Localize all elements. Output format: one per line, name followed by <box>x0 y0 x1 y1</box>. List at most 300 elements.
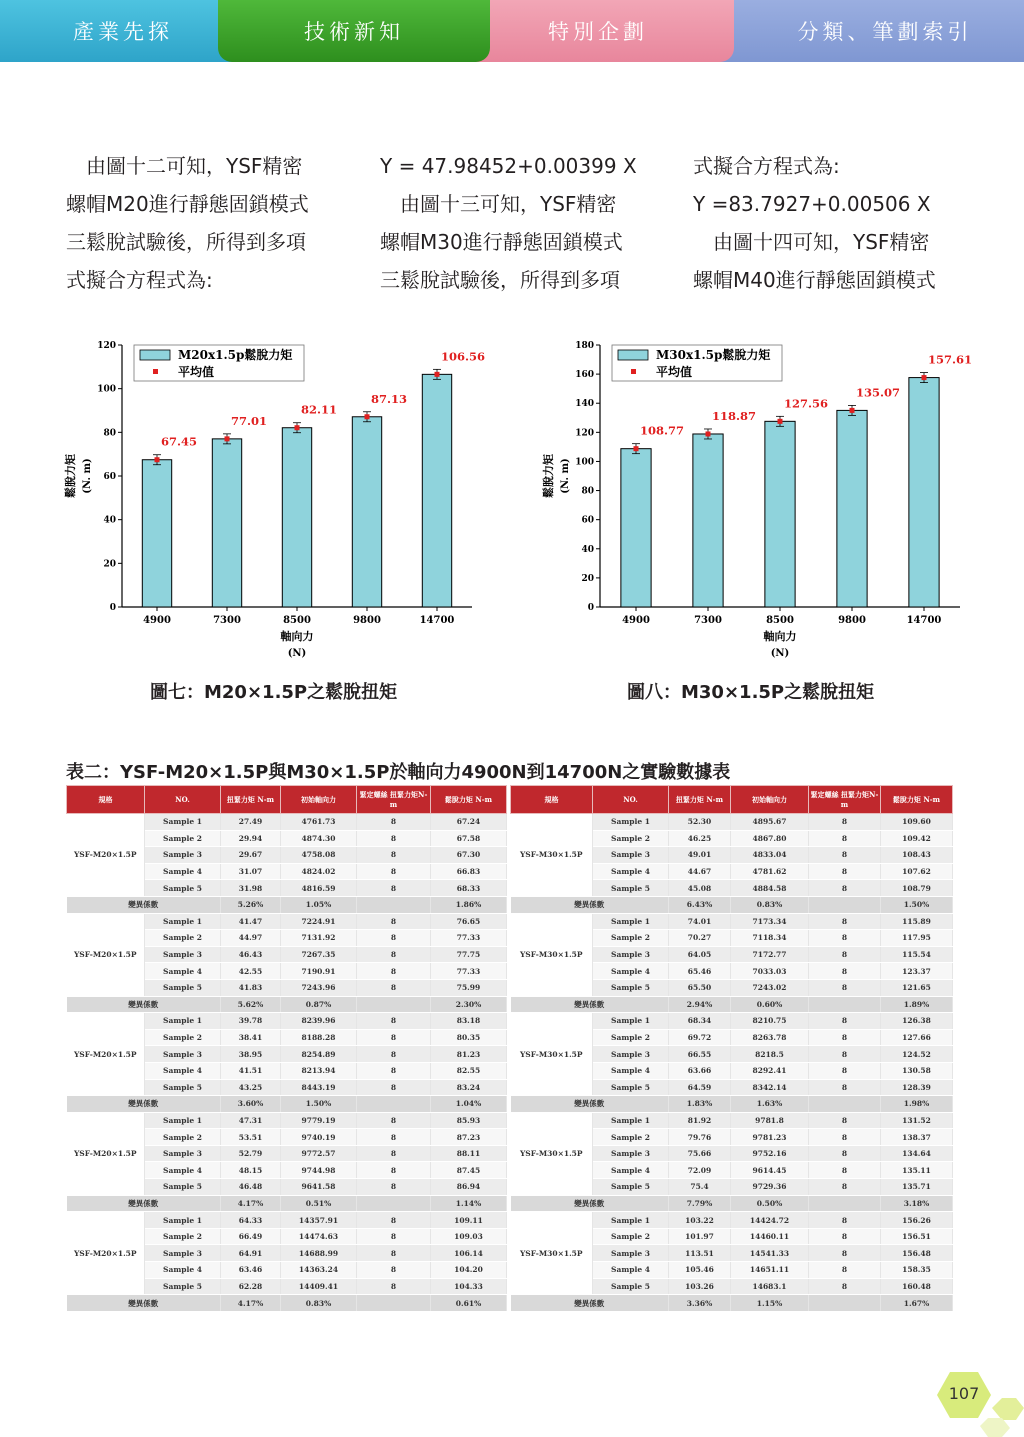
figure-8-chart <box>538 335 973 665</box>
table-cell: Sample 1 <box>145 913 221 930</box>
table-cell: 8 <box>809 1278 881 1295</box>
table-cell: Sample 4 <box>593 863 669 880</box>
bar <box>282 428 311 607</box>
table-cell: 4824.02 <box>281 863 357 880</box>
table-cell: 74.01 <box>669 913 731 930</box>
table-cell: 7033.03 <box>731 963 809 980</box>
cv-label: 變異係數 <box>511 996 669 1013</box>
table-cell: 156.26 <box>881 1212 953 1229</box>
table-cell: Sample 2 <box>145 1228 221 1245</box>
table-cell: 8 <box>809 830 881 847</box>
table-cell: 8 <box>809 1262 881 1279</box>
cv-cell: 0.51% <box>281 1195 357 1212</box>
table-cell: 8 <box>357 946 431 963</box>
table-cell: 104.20 <box>431 1262 507 1279</box>
table-cell: 46.48 <box>221 1179 281 1196</box>
cv-cell <box>809 1096 881 1113</box>
table-cell: 9781.8 <box>731 1112 809 1129</box>
table-cell: 8 <box>809 863 881 880</box>
table-cell: Sample 2 <box>593 830 669 847</box>
table-cell: 43.25 <box>221 1079 281 1096</box>
table-cell: 7172.77 <box>731 946 809 963</box>
spec-cell: YSF-M20×1.5P <box>67 913 145 996</box>
table-cell: 8188.28 <box>281 1029 357 1046</box>
x-axis-title: 軸向力 <box>280 630 314 643</box>
table-cell: 160.48 <box>881 1278 953 1295</box>
table-cell: 4884.58 <box>731 880 809 897</box>
table-cell: 107.62 <box>881 863 953 880</box>
x-tick-label: 8500 <box>283 615 311 626</box>
table-header-cell: 初始軸向力 <box>281 786 357 814</box>
mean-marker <box>155 457 160 462</box>
table-cell: 8 <box>809 1228 881 1245</box>
table-cell: 42.55 <box>221 963 281 980</box>
table-cell: Sample 2 <box>593 1228 669 1245</box>
mean-marker <box>634 446 639 451</box>
tab-special[interactable] <box>462 0 734 62</box>
table-cell: Sample 1 <box>145 1013 221 1030</box>
table-cell: Sample 5 <box>145 1079 221 1096</box>
table-cell: 8342.14 <box>731 1079 809 1096</box>
x-tick-label: 9800 <box>353 615 381 626</box>
table-cell: Sample 5 <box>145 880 221 897</box>
table-cell: 103.22 <box>669 1212 731 1229</box>
table-cell: 88.11 <box>431 1145 507 1162</box>
table-header-row <box>511 786 953 814</box>
legend-series-label: M20x1.5p鬆脫力矩 <box>178 348 293 362</box>
y-tick-label: 100 <box>575 457 594 468</box>
tab-industry[interactable] <box>0 0 246 62</box>
table-cell: 14651.11 <box>731 1262 809 1279</box>
table-cell: 117.95 <box>881 930 953 947</box>
tab-label: 產業先探 <box>73 20 173 44</box>
cv-cell: 1.04% <box>431 1096 507 1113</box>
cv-cell: 1.05% <box>281 896 357 913</box>
cv-cell: 1.63% <box>731 1096 809 1113</box>
table-cell: 9781.23 <box>731 1129 809 1146</box>
tab-label: 技術新知 <box>304 20 404 44</box>
bar <box>909 378 939 607</box>
table-cell: 8 <box>809 1046 881 1063</box>
y-tick-label: 160 <box>575 370 594 381</box>
spec-cell: YSF-M30×1.5P <box>511 1013 593 1096</box>
table-header-cell: 鬆脫力矩 N-m <box>431 786 507 814</box>
table-cell: 87.45 <box>431 1162 507 1179</box>
table-cell: 9740.19 <box>281 1129 357 1146</box>
x-tick-label: 14700 <box>906 615 942 626</box>
table-cell: 101.97 <box>669 1228 731 1245</box>
y-axis-unit: (N. m) <box>82 458 93 494</box>
mean-marker <box>706 431 711 436</box>
y-axis-unit: (N. m) <box>560 458 571 494</box>
table-cell: 8 <box>357 979 431 996</box>
data-label: 118.87 <box>712 408 757 423</box>
table-cell: 8 <box>357 1112 431 1129</box>
table-cell: 135.71 <box>881 1179 953 1196</box>
cv-cell <box>809 996 881 1013</box>
x-tick-label: 4900 <box>622 615 650 626</box>
table-cell: Sample 1 <box>593 814 669 831</box>
tab-index[interactable] <box>706 0 1024 62</box>
table-cell: 109.03 <box>431 1228 507 1245</box>
table-cell: 8 <box>357 1046 431 1063</box>
top-nav <box>0 0 1024 62</box>
table-cell: 83.24 <box>431 1079 507 1096</box>
table-header-row <box>67 786 507 814</box>
table-row <box>67 1212 507 1229</box>
data-table-m20 <box>66 785 507 1312</box>
table-cell: 49.01 <box>669 847 731 864</box>
table-cell: 81.23 <box>431 1046 507 1063</box>
table-cell: 8 <box>357 963 431 980</box>
table-cell: 77.75 <box>431 946 507 963</box>
table-cell: 14363.24 <box>281 1262 357 1279</box>
table-cell: 27.49 <box>221 814 281 831</box>
cv-cell: 3.60% <box>221 1096 281 1113</box>
table-cell: Sample 3 <box>145 1046 221 1063</box>
y-tick-label: 40 <box>103 515 116 526</box>
figure-8-caption: 圖八：M30×1.5P之鬆脫扭矩 <box>627 682 875 703</box>
table-cell: 14683.1 <box>731 1278 809 1295</box>
cv-label: 變異係數 <box>511 1195 669 1212</box>
table-cell: 8 <box>809 1013 881 1030</box>
table-cell: 83.18 <box>431 1013 507 1030</box>
cv-row <box>67 996 507 1013</box>
cv-cell <box>357 996 431 1013</box>
cv-cell: 2.30% <box>431 996 507 1013</box>
table-cell: Sample 1 <box>145 1212 221 1229</box>
cv-cell: 0.83% <box>731 896 809 913</box>
table-cell: 131.52 <box>881 1112 953 1129</box>
table-cell: Sample 5 <box>593 880 669 897</box>
table-cell: Sample 4 <box>593 963 669 980</box>
table-cell: 14474.63 <box>281 1228 357 1245</box>
cv-cell: 1.67% <box>881 1295 953 1312</box>
y-tick-label: 180 <box>575 341 594 351</box>
table-cell: 115.54 <box>881 946 953 963</box>
table-cell: 66.83 <box>431 863 507 880</box>
spec-cell: YSF-M20×1.5P <box>67 1013 145 1096</box>
table-cell: 108.43 <box>881 847 953 864</box>
y-tick-label: 140 <box>575 399 594 410</box>
table-cell: 41.83 <box>221 979 281 996</box>
table-cell: 72.09 <box>669 1162 731 1179</box>
table-cell: 8 <box>357 1278 431 1295</box>
table-cell: 8 <box>357 814 431 831</box>
table-cell: 8 <box>809 1162 881 1179</box>
cv-cell: 4.17% <box>221 1195 281 1212</box>
table-cell: 64.91 <box>221 1245 281 1262</box>
y-tick-label: 0 <box>109 603 116 613</box>
table-cell: 80.35 <box>431 1029 507 1046</box>
bar <box>837 410 867 607</box>
table-cell: 29.67 <box>221 847 281 864</box>
cv-cell: 1.98% <box>881 1096 953 1113</box>
data-table-m30 <box>510 785 953 1312</box>
table-cell: Sample 1 <box>145 1112 221 1129</box>
table-cell: 65.50 <box>669 979 731 996</box>
table-cell: 31.98 <box>221 880 281 897</box>
data-label: 82.11 <box>301 402 338 417</box>
table-cell: 41.51 <box>221 1062 281 1079</box>
table-header-cell: NO. <box>145 786 221 814</box>
table-cell: 4761.73 <box>281 814 357 831</box>
table-cell: Sample 2 <box>593 930 669 947</box>
table-cell: Sample 4 <box>593 1262 669 1279</box>
table-cell: 86.94 <box>431 1179 507 1196</box>
table-row <box>67 913 507 930</box>
table-cell: 8213.94 <box>281 1062 357 1079</box>
table-cell: Sample 3 <box>593 1145 669 1162</box>
cv-cell: 1.14% <box>431 1195 507 1212</box>
table-cell: 156.51 <box>881 1228 953 1245</box>
table-cell: 67.24 <box>431 814 507 831</box>
figure-7-caption: 圖七：M20×1.5P之鬆脫扭矩 <box>150 682 398 703</box>
table-cell: 108.79 <box>881 880 953 897</box>
table-header-cell: 規格 <box>511 786 593 814</box>
table-header-cell: 初始軸向力 <box>731 786 809 814</box>
table-cell: Sample 1 <box>593 1013 669 1030</box>
bar <box>352 417 381 607</box>
mean-marker <box>295 425 300 430</box>
cv-cell: 1.50% <box>881 896 953 913</box>
text-line: 螺帽M20進行靜態固鎖模式 <box>66 192 309 216</box>
table-cell: 109.60 <box>881 814 953 831</box>
table-cell: 14357.91 <box>281 1212 357 1229</box>
table-cell: 79.76 <box>669 1129 731 1146</box>
table-cell: 7190.91 <box>281 963 357 980</box>
table-cell: 8 <box>357 1013 431 1030</box>
table-cell: 8 <box>809 814 881 831</box>
table-cell: 8 <box>809 1245 881 1262</box>
table-cell: 8239.96 <box>281 1013 357 1030</box>
table-header-cell: 扭緊力矩 N-m <box>669 786 731 814</box>
y-tick-label: 80 <box>581 486 594 497</box>
tab-label: 特別企劃 <box>548 20 648 44</box>
table-cell: 8 <box>809 1179 881 1196</box>
mean-marker <box>850 408 855 413</box>
x-axis-unit: (N) <box>287 648 307 659</box>
table-cell: 7131.92 <box>281 930 357 947</box>
spec-cell: YSF-M20×1.5P <box>67 1212 145 1295</box>
y-tick-label: 20 <box>581 573 594 584</box>
cv-cell: 0.87% <box>281 996 357 1013</box>
data-label: 87.13 <box>371 391 408 406</box>
table-cell: 75.4 <box>669 1179 731 1196</box>
table-cell: 85.93 <box>431 1112 507 1129</box>
legend-mean-label: 平均值 <box>656 365 693 379</box>
table-cell: 8 <box>357 847 431 864</box>
table-cell: 7243.96 <box>281 979 357 996</box>
table-cell: 14541.33 <box>731 1245 809 1262</box>
mean-marker <box>922 375 927 380</box>
table-cell: 8254.89 <box>281 1046 357 1063</box>
text-line: 由圖十四可知，YSF精密 <box>693 230 930 254</box>
cv-cell: 2.94% <box>669 996 731 1013</box>
table-cell: Sample 5 <box>593 1079 669 1096</box>
cv-row <box>511 896 953 913</box>
table-cell: 8 <box>357 1062 431 1079</box>
table-cell: 8 <box>357 863 431 880</box>
table-cell: 8 <box>809 979 881 996</box>
table-header-cell: 鬆脫力矩 N-m <box>881 786 953 814</box>
cv-row <box>67 1295 507 1312</box>
table-cell: 8 <box>809 880 881 897</box>
table-cell: 104.33 <box>431 1278 507 1295</box>
table-row <box>511 814 953 831</box>
table-cell: Sample 4 <box>145 1062 221 1079</box>
y-tick-label: 0 <box>587 603 594 613</box>
cv-cell: 6.43% <box>669 896 731 913</box>
cv-row <box>67 1096 507 1113</box>
table-cell: Sample 2 <box>145 1029 221 1046</box>
table-cell: 9779.19 <box>281 1112 357 1129</box>
table-cell: 113.51 <box>669 1245 731 1262</box>
table-cell: 7243.02 <box>731 979 809 996</box>
data-label: 127.56 <box>784 396 829 411</box>
table-cell: Sample 1 <box>593 1112 669 1129</box>
legend-series-label: M30x1.5p鬆脫力矩 <box>656 348 771 362</box>
table-cell: 8 <box>357 1179 431 1196</box>
text-line: 式擬合方程式為: <box>66 268 213 292</box>
text-line: 螺帽M40進行靜態固鎖模式 <box>693 268 936 292</box>
table-cell: 8 <box>809 1079 881 1096</box>
table-cell: 14688.99 <box>281 1245 357 1262</box>
table-cell: 8 <box>809 930 881 947</box>
table-cell: 39.78 <box>221 1013 281 1030</box>
y-tick-label: 100 <box>97 384 116 395</box>
mean-marker <box>365 414 370 419</box>
table-row <box>511 1013 953 1030</box>
cv-label: 變異係數 <box>67 1096 221 1113</box>
x-tick-label: 8500 <box>766 615 794 626</box>
table-cell: 8 <box>357 880 431 897</box>
table-cell: 8 <box>809 963 881 980</box>
table-cell: 130.58 <box>881 1062 953 1079</box>
table-cell: 103.26 <box>669 1278 731 1295</box>
legend-swatch <box>140 350 170 360</box>
table-cell: 46.25 <box>669 830 731 847</box>
table-cell: Sample 3 <box>593 847 669 864</box>
spec-cell: YSF-M20×1.5P <box>67 814 145 897</box>
y-axis-title: 鬆脫力矩 <box>64 454 77 498</box>
data-label: 157.61 <box>928 352 973 367</box>
table-cell: 106.14 <box>431 1245 507 1262</box>
table-cell: 44.67 <box>669 863 731 880</box>
table-cell: 8 <box>809 946 881 963</box>
table-cell: 38.41 <box>221 1029 281 1046</box>
table-cell: 67.30 <box>431 847 507 864</box>
table-cell: 9729.36 <box>731 1179 809 1196</box>
table-cell: 66.49 <box>221 1228 281 1245</box>
table-cell: 48.15 <box>221 1162 281 1179</box>
data-label: 77.01 <box>231 413 268 428</box>
table-cell: 8 <box>357 1245 431 1262</box>
bar <box>693 434 723 607</box>
chart-svg <box>60 335 486 665</box>
cv-cell: 1.86% <box>431 896 507 913</box>
table-cell: 66.55 <box>669 1046 731 1063</box>
spec-cell: YSF-M30×1.5P <box>511 1112 593 1195</box>
table-cell: 156.48 <box>881 1245 953 1262</box>
table-cell: 8 <box>357 830 431 847</box>
table-cell: 53.51 <box>221 1129 281 1146</box>
tab-tech[interactable] <box>218 0 490 62</box>
table-cell: 29.94 <box>221 830 281 847</box>
cv-cell <box>357 1096 431 1113</box>
table-cell: Sample 5 <box>593 1278 669 1295</box>
bar <box>765 421 795 607</box>
table-cell: Sample 3 <box>593 1046 669 1063</box>
cv-cell <box>809 896 881 913</box>
mean-marker <box>435 372 440 377</box>
text-line: Y = 47.98452+0.00399 X <box>380 154 637 178</box>
table-cell: Sample 2 <box>593 1129 669 1146</box>
table-header-cell: NO. <box>593 786 669 814</box>
spec-cell: YSF-M30×1.5P <box>511 913 593 996</box>
cv-label: 變異係數 <box>67 1195 221 1212</box>
table-cell: 70.27 <box>669 930 731 947</box>
table-cell: 8 <box>357 930 431 947</box>
y-axis-title: 鬆脫力矩 <box>542 454 555 498</box>
table-cell: 75.66 <box>669 1145 731 1162</box>
cv-cell <box>357 1195 431 1212</box>
y-tick-label: 40 <box>581 544 594 555</box>
cv-cell: 0.83% <box>281 1295 357 1312</box>
legend-mean-marker <box>153 369 158 374</box>
table-cell: 75.99 <box>431 979 507 996</box>
table-cell: 46.43 <box>221 946 281 963</box>
table-cell: 47.31 <box>221 1112 281 1129</box>
cv-cell: 3.36% <box>669 1295 731 1312</box>
table-cell: 45.08 <box>669 880 731 897</box>
cv-cell <box>357 896 431 913</box>
table-cell: 8 <box>809 1129 881 1146</box>
table-cell: 8 <box>809 1029 881 1046</box>
table-cell: 14460.11 <box>731 1228 809 1245</box>
table-cell: 158.35 <box>881 1262 953 1279</box>
table-cell: 138.37 <box>881 1129 953 1146</box>
table-cell: 9744.98 <box>281 1162 357 1179</box>
table-cell: Sample 3 <box>145 1145 221 1162</box>
table-title: 表二：YSF-M20×1.5P與M30×1.5P於軸向力4900N到14700N之實驗數據表 <box>66 762 731 783</box>
cv-cell <box>809 1195 881 1212</box>
x-tick-label: 9800 <box>838 615 866 626</box>
cv-cell: 3.18% <box>881 1195 953 1212</box>
table-cell: 8 <box>357 913 431 930</box>
table-cell: 8 <box>357 1029 431 1046</box>
table-cell: 38.95 <box>221 1046 281 1063</box>
table-cell: 67.58 <box>431 830 507 847</box>
table-row <box>511 913 953 930</box>
bar <box>142 460 171 607</box>
table-cell: 105.46 <box>669 1262 731 1279</box>
table-cell: Sample 4 <box>145 963 221 980</box>
cv-cell: 1.50% <box>281 1096 357 1113</box>
legend-mean-label: 平均值 <box>178 365 215 379</box>
table-cell: 4781.62 <box>731 863 809 880</box>
table-cell: 4867.80 <box>731 830 809 847</box>
table-cell: 82.55 <box>431 1062 507 1079</box>
cv-cell: 5.26% <box>221 896 281 913</box>
cv-cell: 1.89% <box>881 996 953 1013</box>
table-cell: 77.33 <box>431 930 507 947</box>
legend-mean-marker <box>631 369 636 374</box>
figure-7-chart <box>60 335 486 665</box>
table-cell: 64.59 <box>669 1079 731 1096</box>
table-cell: 87.23 <box>431 1129 507 1146</box>
text-line: 螺帽M30進行靜態固鎖模式 <box>380 230 623 254</box>
